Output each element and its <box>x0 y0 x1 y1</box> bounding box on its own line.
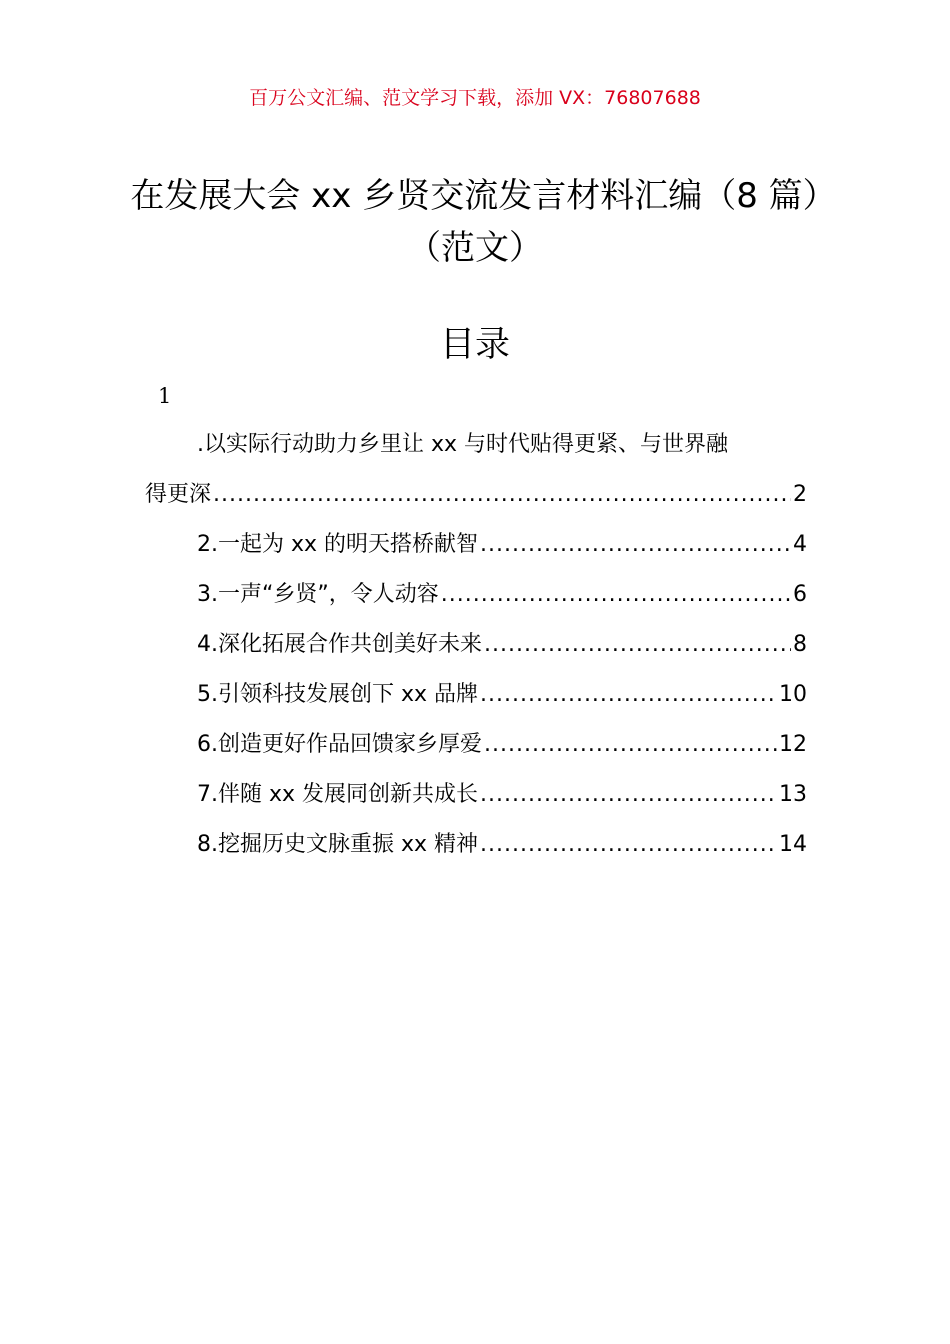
toc-entry-page: 14 <box>779 832 807 857</box>
toc-entry-3[interactable] <box>145 570 807 620</box>
toc-entry-1-text-line1: .以实际行动助力乡里让 xx 与时代贴得更紧、与世界融 <box>197 432 729 457</box>
toc-entry-text: 3.一声“乡贤”，令人动容 <box>197 582 439 607</box>
toc-entry-page: 10 <box>779 682 807 707</box>
toc-dot-leader <box>441 570 791 620</box>
toc-entry-text: 6.创造更好作品回馈家乡厚爱 <box>197 732 482 757</box>
toc-entry-1-text-line2: 得更深 <box>145 482 212 507</box>
toc-entry-text: 8.挖掘历史文脉重振 xx 精神 <box>197 832 479 857</box>
toc-dot-leader <box>484 620 791 670</box>
toc-dot-leader <box>480 770 777 820</box>
toc-entry-8[interactable] <box>145 820 807 870</box>
toc-entry-text: 4.深化拓展合作共创美好未来 <box>197 632 482 657</box>
toc-entry-page: 8 <box>793 632 807 657</box>
toc-entry-text: 2.一起为 xx 的明天搭桥献智 <box>197 532 479 557</box>
toc-entry-page: 13 <box>779 782 807 807</box>
table-of-contents <box>145 420 807 870</box>
toc-entry-6[interactable] <box>145 720 807 770</box>
toc-entry-text: 5.引领科技发展创下 xx 品牌 <box>197 682 479 707</box>
toc-entry-1[interactable] <box>145 420 807 520</box>
toc-heading: 目录 <box>439 325 510 365</box>
toc-entry-page: 12 <box>779 732 807 757</box>
document-title: 在发展大会 xx 乡贤交流发言材料汇编（8 篇）（范文） <box>130 176 820 268</box>
header-banner: 百万公文汇编、范文学习下载，添加 VX：76807688 <box>249 87 701 109</box>
toc-entry-4[interactable] <box>145 620 807 670</box>
toc-entry-text: 7.伴随 xx 发展同创新共成长 <box>197 782 479 807</box>
toc-entry-1-page: 2 <box>793 482 807 507</box>
toc-entry-page: 4 <box>793 532 807 557</box>
stray-page-number: 1 <box>158 384 172 408</box>
toc-dot-leader <box>480 820 777 870</box>
toc-entry-5[interactable] <box>145 670 807 720</box>
toc-dot-leader <box>480 520 791 570</box>
toc-entry-page: 6 <box>793 582 807 607</box>
toc-dot-leader <box>480 670 777 720</box>
toc-entry-2[interactable] <box>145 520 807 570</box>
toc-dot-leader <box>484 720 777 770</box>
toc-entry-7[interactable] <box>145 770 807 820</box>
toc-dot-leader <box>213 470 791 520</box>
